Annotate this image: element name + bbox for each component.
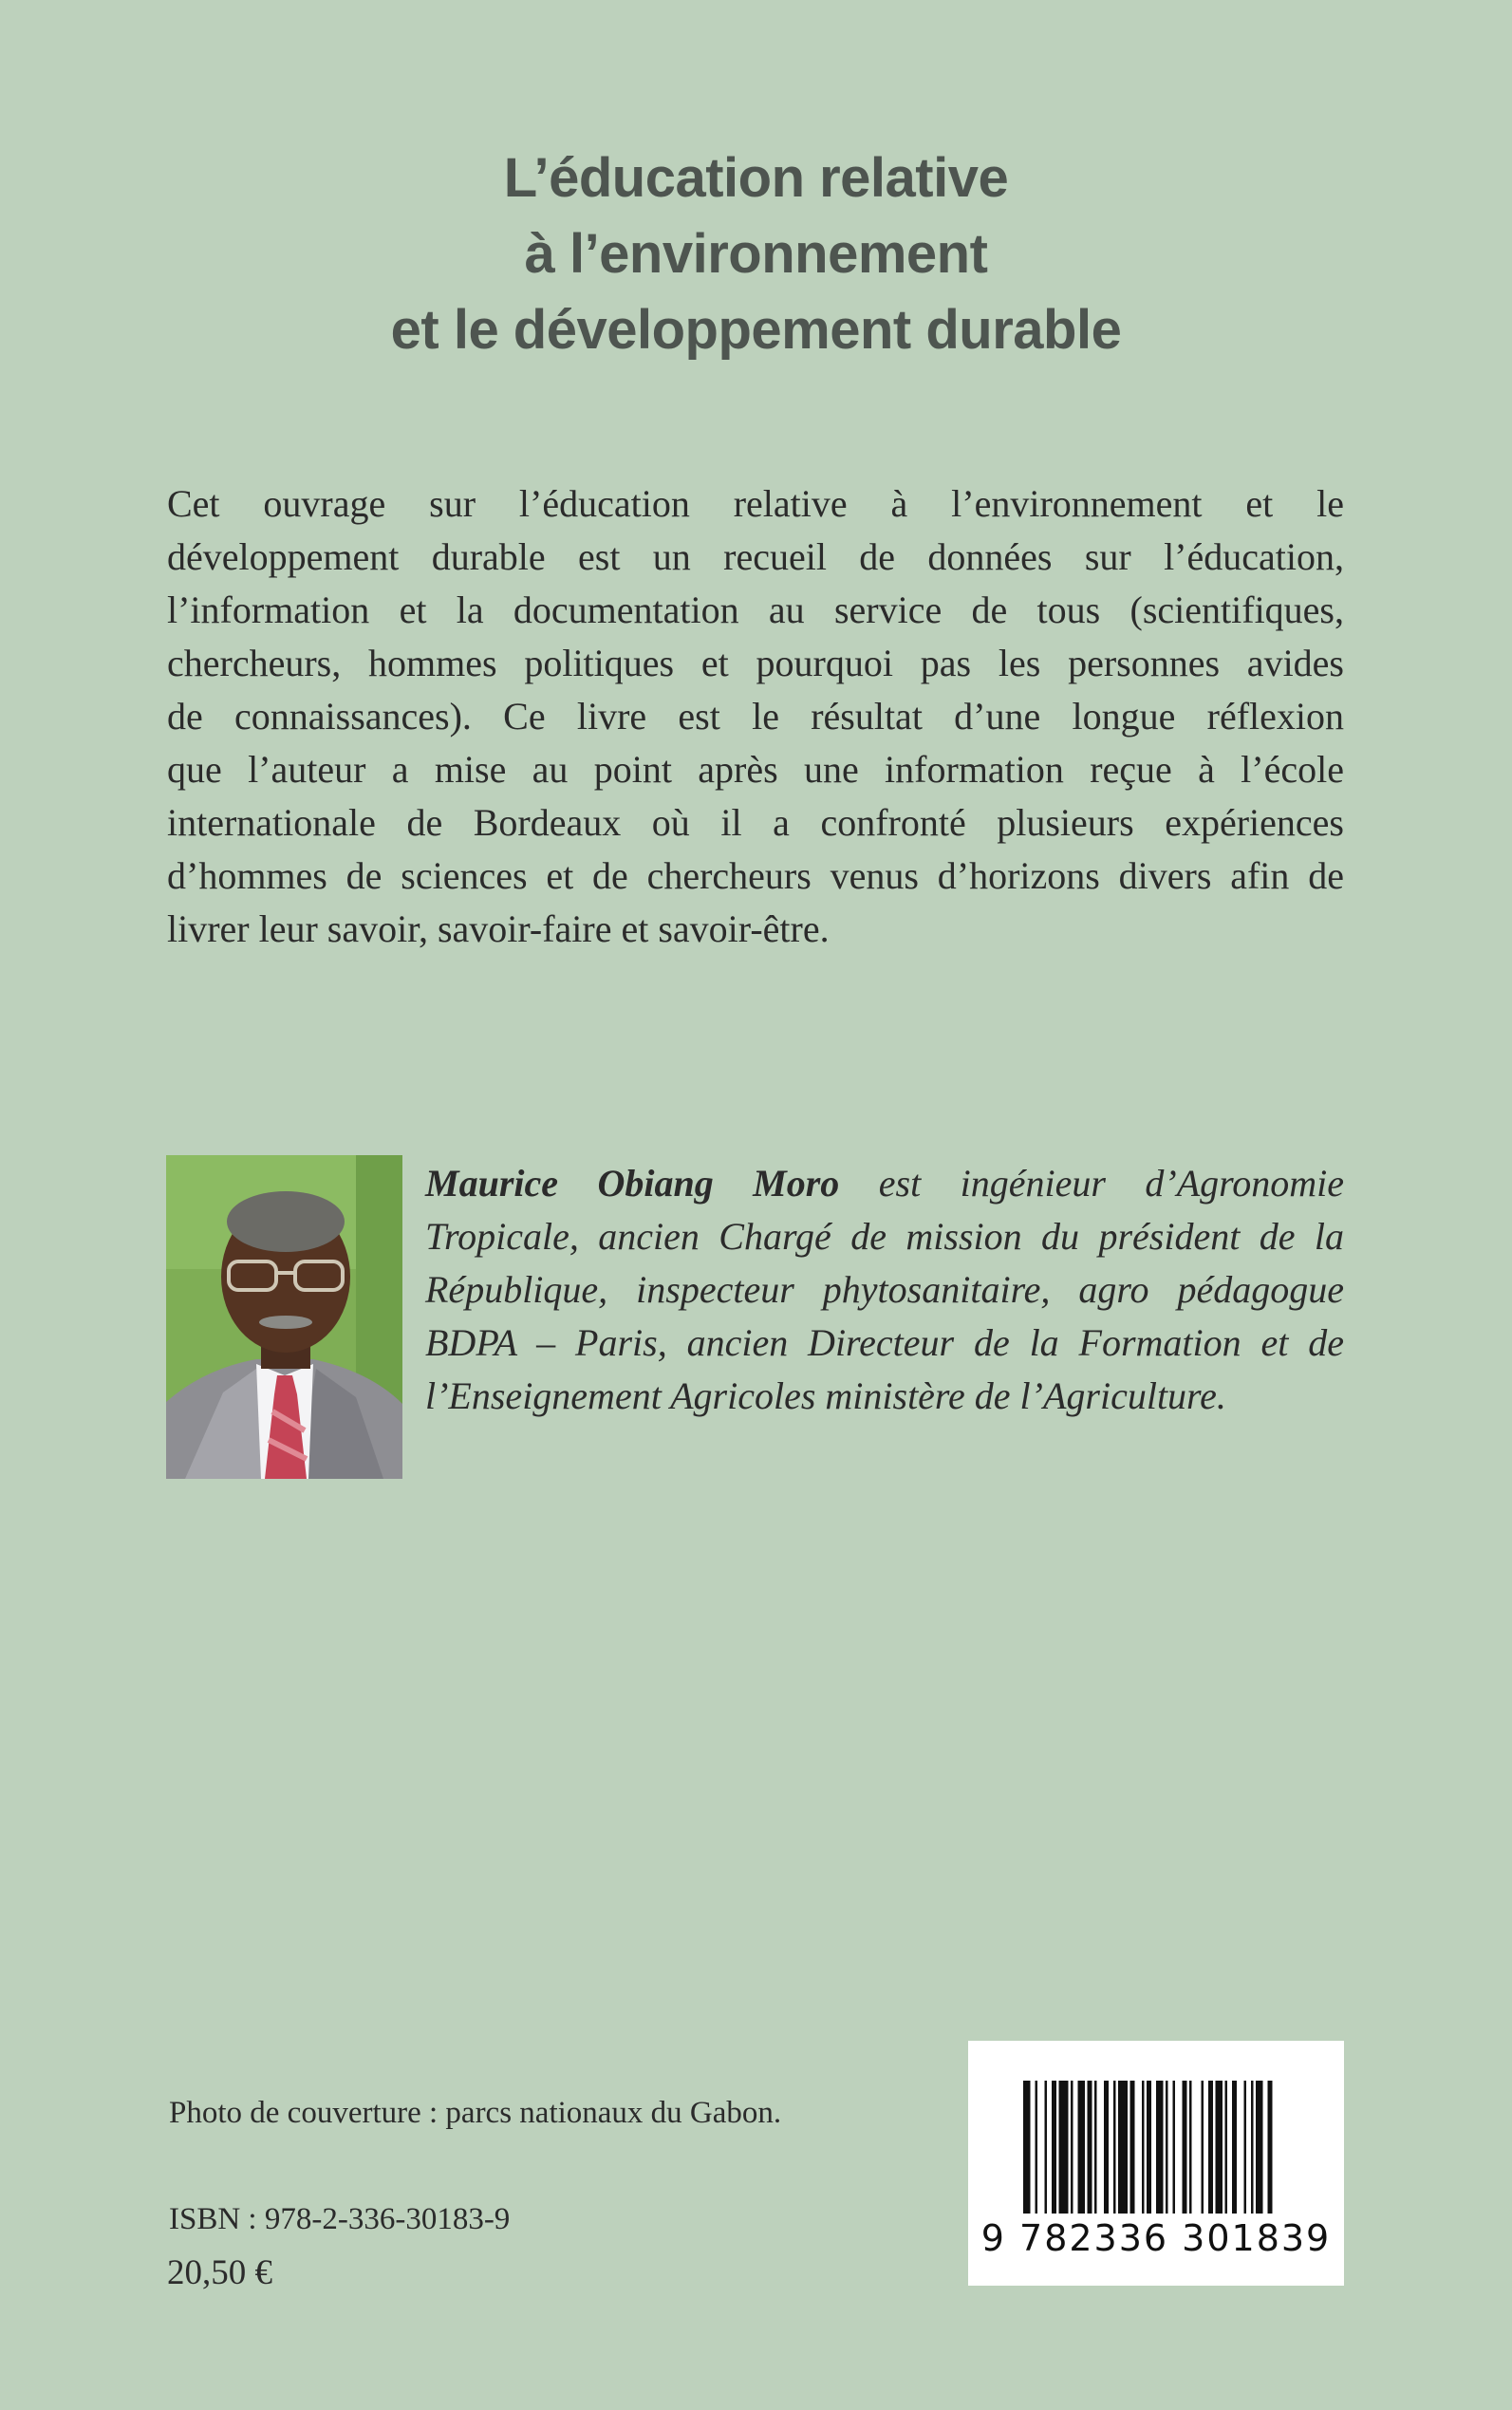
summary-line: Cet ouvrage sur l’éducation relative à l’environnement et le — [167, 482, 1344, 525]
book-title — [0, 140, 1512, 368]
barcode-bar — [1023, 2081, 1031, 2214]
bio-first-line-rest: est ingénieur d’Agronomie — [878, 1162, 1345, 1205]
barcode-bar — [1071, 2081, 1073, 2214]
barcode-bar — [1268, 2081, 1273, 2214]
book-summary — [167, 477, 1344, 956]
summary-line: l’information et la documentation au service de tous (scientifiques, — [167, 588, 1344, 631]
barcode-bar — [1251, 2081, 1254, 2214]
title-line-1: L’éducation relative — [503, 147, 1009, 209]
barcode-bar — [1104, 2081, 1109, 2214]
barcode-bar — [1045, 2081, 1048, 2214]
barcode-bar — [1052, 2081, 1056, 2214]
barcode-bar — [1225, 2081, 1228, 2214]
bio-line: BDPA – Paris, ancien Directeur de la Formation et de — [425, 1321, 1344, 1364]
author-photo — [166, 1155, 402, 1479]
barcode-bar — [1147, 2081, 1151, 2214]
barcode-bar — [1166, 2081, 1168, 2214]
summary-line: chercheurs, hommes politiques et pourquoi pas les personnes avides — [167, 642, 1344, 684]
barcode-bar — [1216, 2081, 1223, 2214]
barcode-bar — [1202, 2081, 1204, 2214]
price: 20,50 € — [167, 2253, 272, 2292]
isbn: ISBN : 978-2-336-30183-9 — [169, 2202, 511, 2236]
summary-line: que l’auteur a mise au point après une information reçue à l’école — [167, 748, 1344, 791]
barcode-bar — [1208, 2081, 1213, 2214]
summary-line: internationale de Bordeaux où il a confronté plusieurs expériences — [167, 801, 1344, 844]
bio-line: République, inspecteur phytosanitaire, agro pédagogue — [425, 1268, 1344, 1311]
barcode-bar — [1130, 2081, 1135, 2214]
barcode-bar — [1244, 2081, 1247, 2214]
barcode-bar — [1183, 2081, 1187, 2214]
barcode-bar — [1088, 2081, 1092, 2214]
author-bio — [425, 1157, 1344, 1423]
barcode-bar — [1173, 2081, 1176, 2214]
barcode-bar — [1113, 2081, 1116, 2214]
bio-line — [425, 1157, 1344, 1210]
barcode-bar — [1118, 2081, 1128, 2214]
barcode-bar — [1142, 2081, 1145, 2214]
summary-line: livrer leur savoir, savoir-faire et savoir-être. — [167, 907, 830, 950]
barcode-digits: 9 782336 301839 — [980, 2217, 1332, 2259]
barcode-bar — [1036, 2081, 1038, 2214]
summary-line: développement durable est un recueil de données sur l’éducation, — [167, 535, 1344, 578]
barcode-bar — [1256, 2081, 1263, 2214]
barcode-bar — [1094, 2081, 1097, 2214]
title-line-2: à l’environnement — [524, 223, 988, 285]
author-portrait-image — [166, 1155, 402, 1479]
barcode-bar — [1059, 2081, 1069, 2214]
barcode-bar — [1232, 2081, 1237, 2214]
barcode-bar — [1189, 2081, 1192, 2214]
barcode — [968, 2041, 1344, 2286]
barcode-bar — [1078, 2081, 1086, 2214]
summary-line: de connaissances). Ce livre est le résultat d’une longue réflexion — [167, 695, 1344, 738]
bio-line: Tropicale, ancien Chargé de mission du président de la — [425, 1215, 1344, 1258]
title-line-3: et le développement durable — [390, 299, 1122, 361]
summary-line: d’hommes de sciences et de chercheurs venus d’horizons divers afin de — [167, 854, 1344, 897]
photo-credit: Photo de couverture : parcs nationaux du Gabon. — [169, 2096, 782, 2130]
author-name: Maurice Obiang Moro — [425, 1162, 840, 1205]
barcode-bar — [1156, 2081, 1164, 2214]
bio-line: l’Enseignement Agricoles ministère de l’Agriculture. — [425, 1374, 1226, 1417]
